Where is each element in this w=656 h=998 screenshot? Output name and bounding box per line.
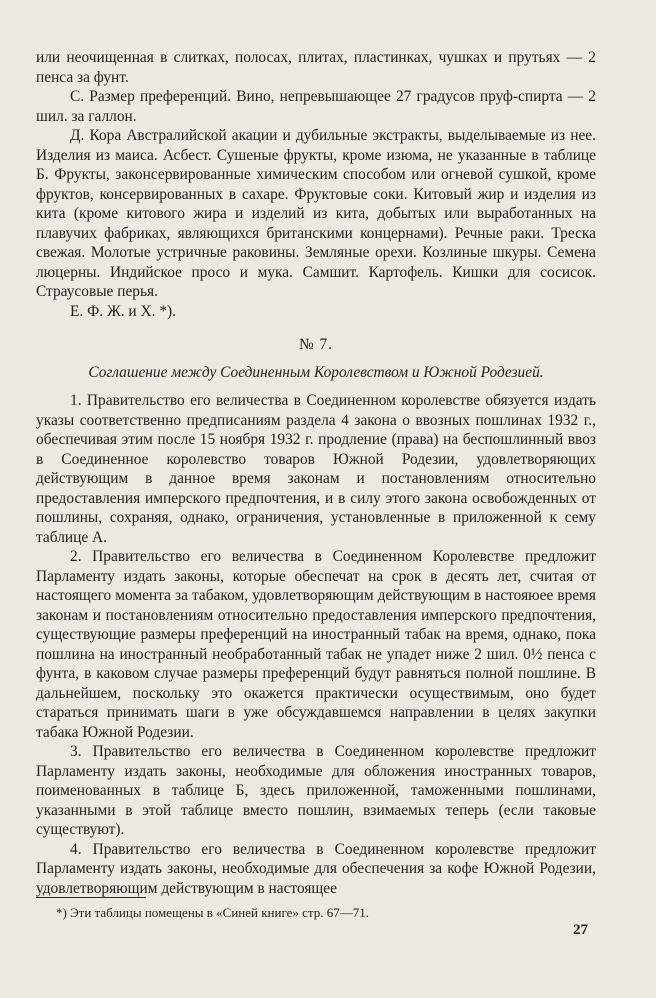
clause-4: 4. Правительство его величества в Соединенном королевстве предложит Парламенту издать законы, необходимые для обеспечения за кофе Южной Родезии, удовлетворяющим действующим в настоящее (36, 840, 596, 897)
section-number: № 7. (298, 336, 334, 353)
page-number: 27 (573, 922, 588, 938)
paragraph-continuation: или неочищенная в слитках, полосах, плитах, пластинках, чушках и прутьях — 2 пенса за фунт. (36, 49, 596, 86)
paragraph-list-e: Е. Ф. Ж. и Х. *). (70, 302, 176, 320)
clause-1: 1. Правительство его величества в Соединенном королевстве обязуется издать указы соответственно предписаниям раздела 4 закона о ввозных пошлинах 1932 г., обеспечивая этим после 15 ноября 1932 г. продление (права) на беспошлинный ввоз в Соединенное королевство товаров Южной Родезии, удовлетворяющих действующим в данное время законам и постановлениям относительно предоставления имперского предпочтения, и в силу этого закона освобожденных от пошлины, сохраняя, однако, ограничения, установленные в приложенной к сему таблице А. (36, 392, 596, 546)
paragraph-preference-c: С. Размер преференций. Вино, непревышающее 27 градусов пруф-спирта — 2 шил. за галлон. (36, 88, 596, 125)
clause-2: 2. Правительство его величества в Соединенном Королевстве предложит Парламенту издать законы, которые обеспечат на срок в десять лет, считая от настоящего момента за табаком, удовлетворяющим действующим в настояюее время законам и постановлениям относительно предоставления имперского предпочтения, существующие размеры преференций на иностранный табак на время, однако, пока пошлина на иностранный необработанный табак не упадет ниже 2 шил. 0½ пенса с фунта, в каковом случае размеры преференций будут равняться полной пошлине. В дальнейшем, поскольку это окажется практически осуществимым, оно будет стараться принимать шаги в уже обсуждавшемся направлении в целях закупки табака Южной Родезии. (36, 548, 596, 741)
clause-3: 3. Правительство его величества в Соединенном королевстве предложит Парламенту издать законы, необходимые для обложения иностранных товаров, поименованных в таблице Б, здесь приложенной, таможенными пошлинами, указанными в этой таблице вместо пошлин, взимаемых теперь (если таковые существуют). (36, 743, 596, 838)
paragraph-list-d: Д. Кора Австралийской акации и дубильные экстракты, выделываемые из нее. Изделия из маиса. Асбест. Сушеные фрукты, кроме изюма, не указанные в таблице Б. Фрукты, законсервированные химическим способом или огневой сушкой, кроме фруктов, консервированных в сахаре. Фруктовые соки. Китовый жир и изделия из кита (кроме китового жира и изделий из кита, добытых или выработанных на плавучих фабриках, являющихся британскими концернами). Речные раки. Треска свежая. Молотые устричные раковины. Земляные орехи. Козлиные шкуры. Семена люцерны. Индийское просо и мука. Самшит. Картофель. Кишки для сосисок. Страусовые перья. (36, 127, 596, 300)
footnote-divider (36, 897, 146, 898)
footnote: *) Эти таблицы помещены в «Синей книге» стр. 67—71. (56, 905, 369, 920)
page-body (36, 48, 596, 898)
section-title: Соглашение между Соединенным Королевством и Южной Родезией. (88, 363, 544, 381)
